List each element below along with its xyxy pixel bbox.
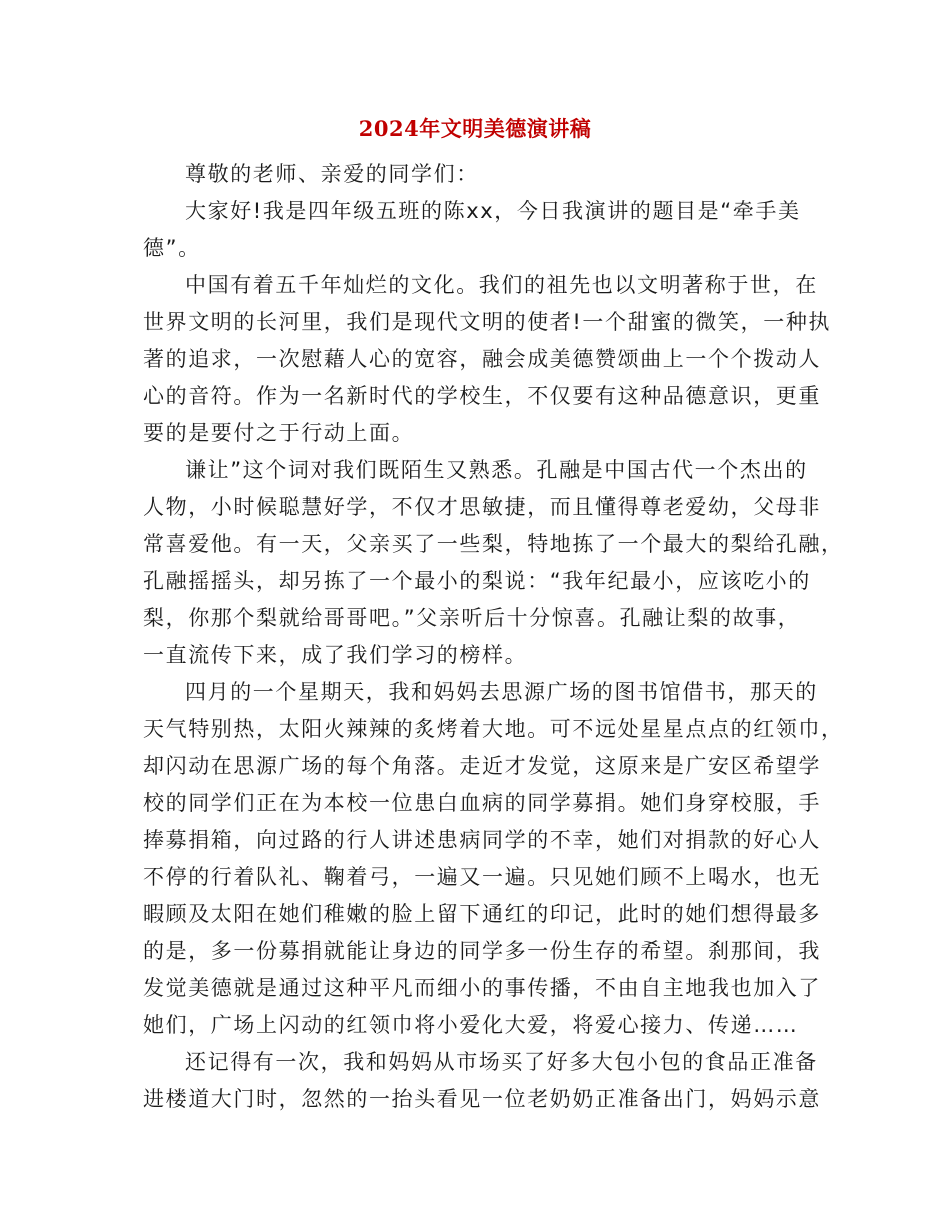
- paragraph-line: 人物，小时候聪慧好学，不仅才思敏捷，而且懂得尊老爱幼，父母非: [143, 495, 821, 519]
- paragraph: [143, 267, 832, 452]
- paragraph-line: 发觉美德就是通过这种平凡而细小的事传播，不由自主地我也加入了: [143, 976, 821, 1000]
- paragraph-line: 孔融摇摇头，却另拣了一个最小的梨说：“我年纪最小，应该吃小的: [143, 569, 811, 593]
- paragraph-line: 的是，多一份募捐就能让身边的同学多一份生存的希望。刹那间，我: [143, 939, 821, 963]
- paragraph-line: 德”。: [143, 236, 201, 260]
- paragraph-line: 世界文明的长河里，我们是现代文明的使者!一个甜蜜的微笑，一种执: [143, 310, 832, 334]
- paragraph-line: 她们，广场上闪动的红领巾将小爱化大爱，将爱心接力、传递……: [143, 1013, 799, 1037]
- document-body: [143, 156, 844, 1118]
- paragraph-line: 校的同学们正在为本校一位患白血病的同学募捐。她们身穿校服，手: [143, 791, 821, 815]
- paragraph-line: 还记得有一次，我和妈妈从市场买了好多大包小包的食品正准备: [185, 1050, 818, 1074]
- paragraph-line: 进楼道大门时，忽然的一抬头看见一位老奶奶正准备出门，妈妈示意: [143, 1087, 821, 1111]
- paragraph-line: 谦让”这个词对我们既陌生又熟悉。孔融是中国古代一个杰出的: [185, 458, 808, 482]
- paragraph-line: 梨，你那个梨就给哥哥吧。”父亲听后十分惊喜。孔融让梨的故事，: [143, 606, 801, 630]
- paragraph: [143, 193, 808, 267]
- paragraph-line: 天气特别热，太阳火辣辣的炙烤着大地。可不远处星星点点的红领巾，: [143, 717, 844, 741]
- paragraph-line: 却闪动在思源广场的每个角落。走近才发觉，这原来是广安区希望学: [143, 754, 821, 778]
- paragraph-line: 捧募捐箱，向过路的行人讲述患病同学的不幸，她们对捐款的好心人: [143, 828, 821, 852]
- paragraph: [143, 1044, 821, 1118]
- paragraph-line: 暇顾及太阳在她们稚嫩的脸上留下通红的印记，此时的她们想得最多: [143, 902, 821, 926]
- document-title: 2024年文明美德演讲稿: [358, 116, 592, 141]
- paragraph-line: 四月的一个星期天，我和妈妈去思源广场的图书馆借书，那天的: [185, 680, 818, 704]
- paragraph-line: 常喜爱他。有一天，父亲买了一些梨，特地拣了一个最大的梨给孔融，: [143, 532, 844, 556]
- paragraph-line: 不停的行着队礼、鞠着弓，一遍又一遍。只见她们顾不上喝水，也无: [143, 865, 821, 889]
- paragraph-line: 一直流传下来，成了我们学习的榜样。: [143, 643, 528, 667]
- paragraph-line: 大家好!我是四年级五班的陈xx，今日我演讲的题目是“牵手美: [185, 199, 801, 223]
- paragraph-line: 尊敬的老师、亲爱的同学们：: [185, 162, 479, 186]
- paragraph-line: 心的音符。作为一名新时代的学校生，不仅要有这种品德意识，更重: [143, 384, 821, 408]
- paragraph-line: 中国有着五千年灿烂的文化。我们的祖先也以文明著称于世，在: [185, 273, 818, 297]
- paragraph-line: 要的是要付之于行动上面。: [143, 421, 415, 445]
- paragraph: [143, 452, 844, 674]
- paragraph-line: 著的追求，一次慰藉人心的宽容，融会成美德赞颂曲上一个个拨动人: [143, 347, 821, 371]
- paragraph: [143, 156, 808, 193]
- paragraph: [143, 674, 844, 1044]
